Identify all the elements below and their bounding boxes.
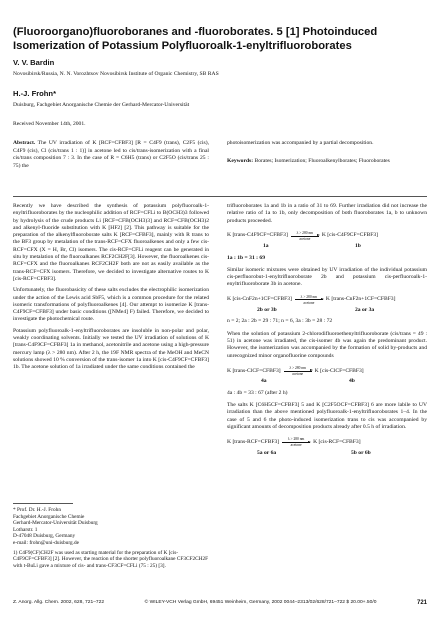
footnote-rule: [13, 503, 73, 504]
body-right-column: [227, 203, 427, 461]
arrow-condition-bottom: acetone: [299, 237, 311, 242]
reaction-arrow-icon: [284, 366, 312, 376]
footnote-1: 1) C4F9(CF)CH2F was used as starting material for the preparation of K [cis-C4F9CF=CFBF3] [2]. However, the reaction of the shorter polyfluoroalkane CF3CF2CH2F with t-BuLi gave a mixture of cis- and trans-CF3CF=CFLi (75 : 25) [3].: [13, 549, 209, 569]
reaction-equation-4: [227, 437, 427, 447]
reactant: K [cis-CnF2n+1CF=CFBF3]: [227, 296, 292, 303]
reaction-arrow-icon: [282, 437, 310, 447]
compound-label: 4b: [349, 378, 355, 385]
body-paragraph: When the solution of potassium 2-chlorodifluoroethenyltrifluoroborate (cis/trans = 49 : 51) in acetone was irradiated, the cis-isomer 4b was again the predominant product. However, the isomerization was accompanied by the formation of solid by-products and unrecognized minor organofluorine compounds: [227, 330, 427, 359]
isomer-ratio: 4a : 4b = 33 : 67 (after 2 h): [227, 389, 288, 396]
compound-label: 5b or 6b: [351, 449, 371, 456]
page-number: 721: [416, 600, 427, 606]
reactant: K [trans-RCF=CFBF3]: [227, 438, 280, 445]
arrow-condition-top: λ > 280 nm: [289, 365, 306, 370]
abstract-label: Abstract.: [13, 140, 36, 146]
publisher-line: © WILEY-VCH Verlag GmbH, 69451 Weinheim, Germany, 2002 0044–2313/02/628/721–722 $ 20.00+.50/0: [144, 600, 377, 605]
reaction-equation-2: [227, 295, 427, 305]
keywords-text: Borates; Isomerization; Fluoroalkenylborates; Fluoroborates: [254, 158, 390, 164]
body-paragraph: Similar isomeric mixtures were obtained by UV irradiation of the individual potassium cis-perfluorobut-1-enyltrifluoroborate 2b and potassium cis-perfluoroalk-1-enyltrifluoroborate 3b in acetone.: [227, 266, 427, 288]
reactant: K [trans-ClCF=CFBF3]: [227, 367, 281, 374]
body-paragraph: Potassium polyfluoroalk-1-enyltrifluoroborates are insoluble in non-polar and polar, weakly coordinating solvents. Initially we tested the UV irradiation of solutions of K [trans-C4F9CF=CFBF3] 1a in methanol, acetonitrile and acetone using a high-pressure mercury lamp (λ > 280 nm). After 2 h, the 19F NMR spectra of the MeOH and MeCN solutions showed 10 % conversion of the trans-isomer 1a into K [cis-C4F9CF=CFBF3] 1b. The acetone solution of 1a irradiated under the same conditions contained the: [13, 327, 209, 371]
isomer-ratio: 1a : 1b = 31 : 69: [227, 254, 265, 261]
body-paragraph: The salts K [C6H5CF=CFBF3] 5 and K [C2F5OCF=CFBF3] 6 are more labile to UV irradiation than the above mentioned polyfluoroalk-1-enyltrifluoroborates 1–4. In the case of 5 and 6 the photo-induced isomerization trans to cis was accompanied by significant amounts of decomposition products already after 0.5 h of irradiation.: [227, 401, 427, 430]
arrow-condition-top: λ > 280 nm: [296, 230, 314, 235]
body-paragraph: Recently we have described the synthesis of potassium polyfluoroalk-1-enyltrifluoroborates by the nucleophilic addition of RCF=CFLi to B(OCH3)3 followed by hydrolysis of the crude products Li [RCF=CFB(OCH3)3] and RCF=CFB(OCH3)2 and alkenyl-fluoride substitution with K [HF2] [2]. This pathway is suitable for the preparation of the alkenylfluoroborate salts K [RCF=CFBF3], mainly with R trans to the BF3 group by metalation of the trans-RCF=CFX fluoroalkenes and only a few cis-RCF=CFX (X = H, Br, Cl) isomers. The cis-RCF=CFLi reagent can be generated in situ by metalation of the fluoroalkanes RCF2CH2F[3]. However, the fluoroalkenes cis-RCF=CFX and the fluoroalkanes RCF2CH2F both are not as easily available as the trans-RCF=CFX isomers. Therefore, we decided to investigate alternative routes to K [cis-RCF=CFBF3].: [13, 203, 209, 282]
body-left-column: [13, 203, 209, 376]
isomer-ratio: n = 2; 2a : 2b = 29 : 71; n = 6, 3a : 3b = 28 : 72: [227, 318, 333, 325]
compound-label: 2a or 3a: [355, 307, 375, 314]
author-name: V. V. Bardin: [13, 58, 55, 67]
compound-label: 4a: [261, 378, 267, 385]
body-paragraph: Unfortunately, the fluorobasicity of these salts excludes the electrophilic isomerization under the action of the Lewis acid SbF5, which is a common procedure for the related isomeric transformations of polyfluoroalkenes [4]. Our attempt to isomerize K [trans-C4F9CF=CFBF3] under basic conditions ([NMe4] F) failed. Therefore, we decided to investigate the photochemical route.: [13, 287, 209, 323]
compound-labels: [227, 243, 427, 250]
footnote-correspondence: * Prof. Dr. H.-J. Frohn Fachgebiet Anorganische Chemie Gerhard-Mercator-Universität Duisburg Lotharstr. 1 D-47048 Duisburg, Germany e-mail: frohn@uni-duisburg.de: [13, 507, 98, 546]
keywords: [227, 158, 427, 166]
abstract-left: [13, 140, 209, 170]
product: K [cis-RCF=CFBF3]: [313, 438, 361, 445]
compound-labels: [227, 307, 427, 314]
keywords-label: Keywords:: [227, 158, 254, 164]
compound-labels: [227, 378, 427, 385]
reaction-equation-1: [227, 231, 427, 241]
author-name: H.-J. Frohn*: [13, 89, 57, 98]
arrow-condition-bottom: acetone: [303, 300, 315, 305]
reaction-arrow-icon: [295, 295, 323, 305]
compound-label: 1a: [263, 243, 269, 250]
reaction-equation-3: [227, 366, 427, 376]
compound-labels: [227, 450, 427, 457]
arrow-condition-bottom: acetone: [290, 443, 302, 448]
abstract-text: The UV irradiation of K [RCF=CFBF3] [R = C4F9 (trans), C2F5 (cis), C4F9 (cis), Cl (cis/trans 1 : 1)] in acetone led to cis/trans-isomerization with a final cis/trans composition 7 : 3. In the case of R = C6H5 (trans) or C2F5O (cis/trans 25 : 75) the: [13, 140, 209, 169]
product: K [cis-C4F9CF=CFBF3]: [321, 232, 378, 239]
received-date: Received November 14th, 2001.: [13, 121, 86, 127]
footnotes: [13, 503, 209, 572]
author-affiliation: Novosibirsk/Russia, N. N. Vorozhtsov Novosibirsk Institute of Organic Chemistry, SB RAS: [13, 71, 219, 77]
compound-label: 5a or 6a: [257, 449, 277, 456]
reaction-arrow-icon: [291, 231, 319, 241]
section-divider: [13, 196, 427, 197]
compound-label: 2b or 3b: [257, 307, 277, 314]
compound-label: 1b: [355, 243, 361, 250]
arrow-condition-top: λ > 280 nm: [287, 437, 305, 442]
body-paragraph: trifluoroborates 1a and 1b in a ratio of 31 to 69. Further irradiation did not increase the relative ratio of 1a to 1b, only decomposition of both fluoroborates 1a, b to unknown products proceeded.: [227, 203, 427, 224]
reactant: K [trans-C4F9CF=CFBF3]: [227, 232, 288, 239]
page-footer: [13, 600, 427, 606]
arrow-condition-top: λ > 280 nm: [300, 294, 318, 299]
arrow-condition-bottom: acetone: [292, 372, 304, 377]
product: K [cis-ClCF=CFBF3]: [314, 367, 364, 374]
journal-citation: Z. Anorg. Allg. Chem. 2002, 628, 721–722: [13, 600, 105, 605]
abstract-right: photoisomerization was accompanied by a partial decomposition.: [227, 140, 374, 146]
author-affiliation: Duisburg, Fachgebiet Anorganische Chemie der Gerhard-Mercator-Universität: [13, 102, 190, 108]
paper-title: (Fluoroorgano)fluoroboranes and -fluoroborates. 5 [1] Photoinduced Isomerization of Potassium Polyfluoroalk-1-enyltrifluoroborates: [13, 26, 378, 52]
product: K [trans-CnF2n+1CF=CFBF3]: [325, 296, 396, 303]
